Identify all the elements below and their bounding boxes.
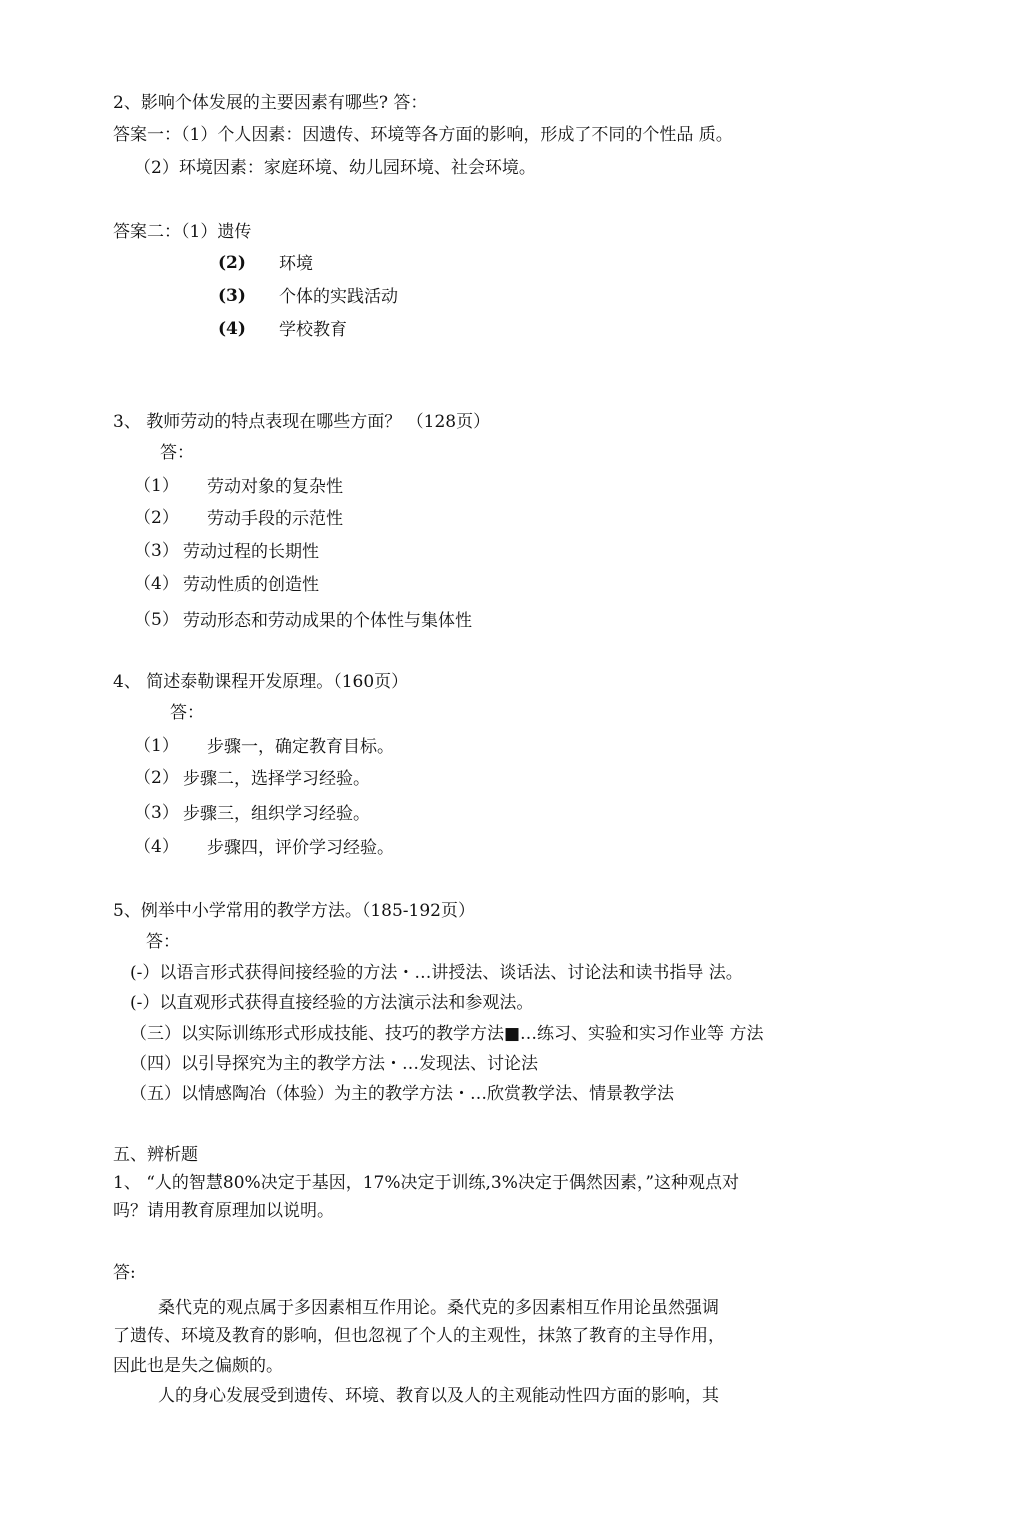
- q2-answer2-num: (3): [218, 286, 246, 306]
- q2-answer2-num: (2): [218, 253, 246, 273]
- q5-item: (-）以语言形式获得间接经验的方法・…讲授法、谈话法、讨论法和读书指导 法。: [130, 963, 743, 983]
- q5-item: （四）以引导探究为主的教学方法・…发现法、讨论法: [130, 1054, 538, 1074]
- q4-item-num: （2）: [134, 768, 179, 788]
- paragraph-line: 了遗传、环境及教育的影响，但也忽视了个人的主观性，抹煞了教育的主导作用，: [113, 1326, 725, 1346]
- q4-item-num: （4）: [134, 837, 179, 857]
- q2-answer1-item2: （2）环境因素：家庭环境、幼儿园环境、社会环境。: [134, 158, 536, 178]
- q5-question: 5、例举中小学常用的教学方法。（185-192页）: [113, 901, 475, 921]
- q4-item-num: （3）: [134, 803, 179, 823]
- q4-item-num: （1）: [134, 736, 179, 756]
- q2-answer2-text: 学校教育: [279, 320, 347, 340]
- analysis-question-line: 吗？请用教育原理加以说明。: [113, 1201, 334, 1221]
- q4-question: 4、 简述泰勒课程开发原理。（160页）: [113, 672, 409, 692]
- q5-item: (-）以直观形式获得直接经验的方法演示法和参观法。: [130, 993, 534, 1013]
- q3-item-text: 劳动对象的复杂性: [207, 477, 343, 497]
- q3-question: 3、 教师劳动的特点表现在哪些方面？ （128页）: [113, 412, 491, 432]
- q3-item-num: （3）: [134, 541, 179, 561]
- q3-item-num: （5）: [134, 610, 179, 630]
- q3-item-num: （4）: [134, 574, 179, 594]
- q3-item-text: 劳动性质的创造性: [183, 575, 319, 595]
- paragraph-line: 桑代克的观点属于多因素相互作用论。桑代克的多因素相互作用论虽然强调: [158, 1298, 719, 1318]
- q2-answer2-text: 个体的实践活动: [279, 287, 398, 307]
- q3-item-text: 劳动手段的示范性: [207, 509, 343, 529]
- q2-question: 2、影响个体发展的主要因素有哪些? 答：: [113, 93, 428, 113]
- q4-item-text: 步骤三，组织学习经验。: [183, 804, 370, 824]
- q4-item-text: 步骤四，评价学习经验。: [207, 838, 394, 858]
- q3-answer-label: 答：: [160, 443, 194, 463]
- q5-answer-label: 答：: [146, 932, 180, 952]
- q2-answer2-num: (4): [218, 319, 246, 339]
- paragraph-line: 人的身心发展受到遗传、环境、教育以及人的主观能动性四方面的影响，其: [158, 1386, 719, 1406]
- q2-answer1-item1: 答案一：（1）个人因素：因遗传、环境等各方面的影响，形成了不同的个性品 质。: [113, 125, 733, 145]
- q4-item-text: 步骤二，选择学习经验。: [183, 769, 370, 789]
- paragraph-line: 因此也是失之偏颇的。: [113, 1356, 283, 1376]
- q3-item-num: （2）: [134, 508, 179, 528]
- q3-item-num: （1）: [134, 476, 179, 496]
- q4-answer-label: 答：: [170, 703, 204, 723]
- q2-answer2-text: 环境: [279, 254, 313, 274]
- q5-item: （三）以实际训练形式形成技能、技巧的教学方法■…练习、实验和实习作业等 方法: [130, 1024, 764, 1044]
- q3-item-text: 劳动过程的长期性: [183, 542, 319, 562]
- q2-answer2-label: 答案二：（1）遗传: [113, 222, 252, 242]
- q4-item-text: 步骤一，确定教育目标。: [207, 737, 394, 757]
- q5-item: （五）以情感陶冶（体验）为主的教学方法・…欣赏教学法、情景教学法: [130, 1084, 674, 1104]
- analysis-question-line: 1、 “人的智慧80%决定于基因，17%决定于训练,3%决定于偶然因素，”这种观点对: [113, 1173, 740, 1193]
- q3-item-text: 劳动形态和劳动成果的个体性与集体性: [183, 611, 472, 631]
- analysis-answer-label: 答:: [113, 1263, 136, 1283]
- section-heading: 五、辨析题: [113, 1145, 198, 1165]
